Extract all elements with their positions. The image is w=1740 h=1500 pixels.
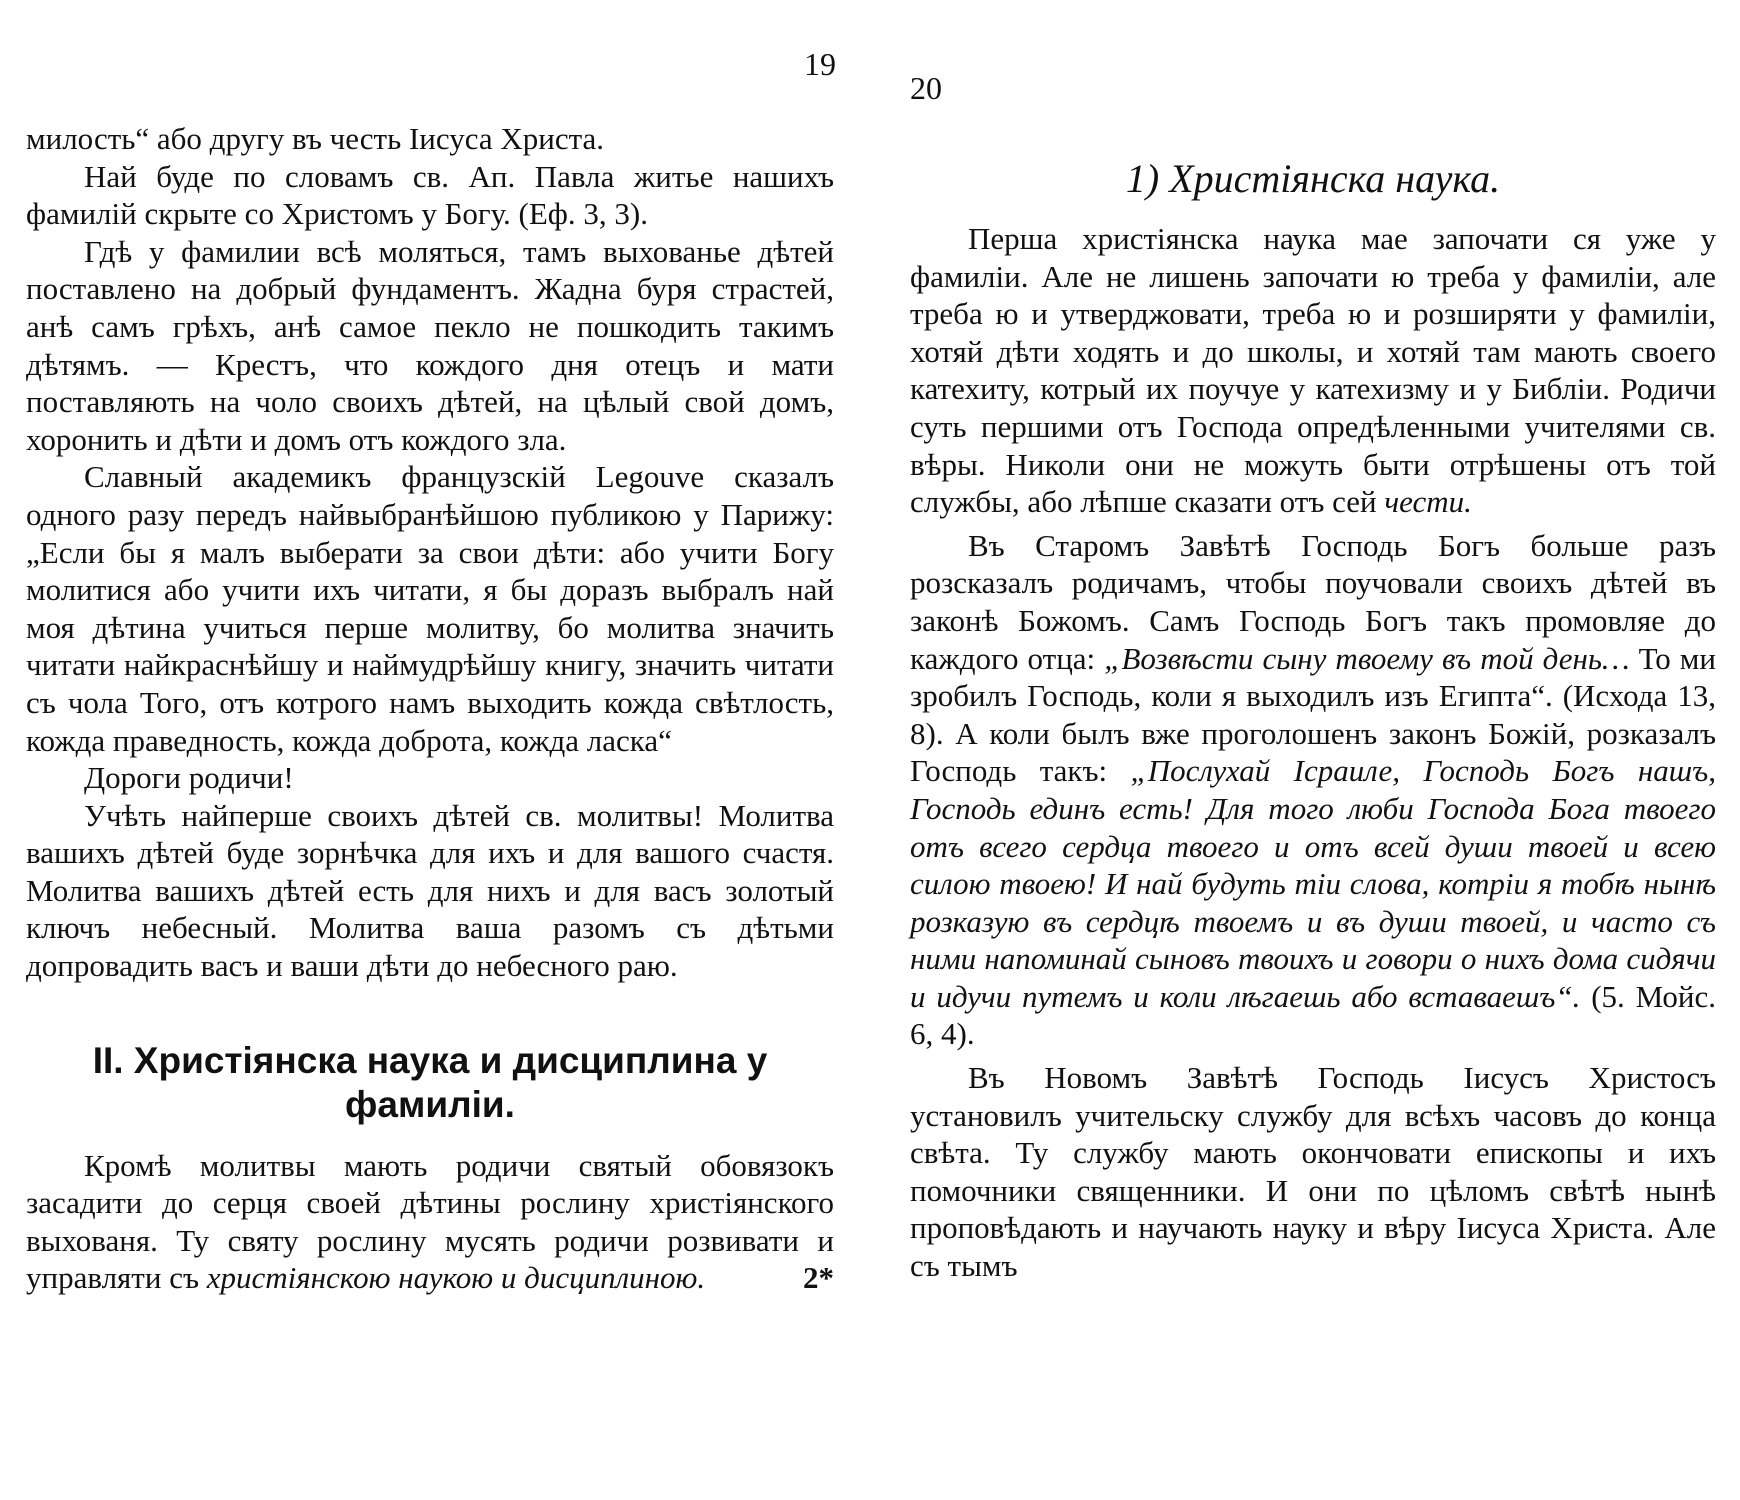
page-number: 19	[804, 46, 836, 82]
paragraph	[910, 220, 1716, 521]
paragraph: Гдѣ у фамилии всѣ моляться, тамъ выхованье дѣтей поставлено на добрый фундаментъ. Жадна буря страстей, анѣ самъ грѣхъ, анѣ самое пекло не пошкодить такимъ дѣтямъ. — Крестъ, что кождого дня отецъ и мати поставляють на чоло своихъ дѣтей, на цѣлый свой домъ, хоронить и дѣти и домъ отъ кождого зла.	[26, 233, 834, 457]
right-page	[910, 0, 1716, 1500]
quotation-text: „Возвѣсти сыну твоему въ той день…	[1104, 640, 1630, 676]
paragraph: Дороги родичи!	[84, 760, 294, 796]
paragraph-text: Въ Старомъ Завѣтѣ Господь Богъ больше разъ розсказалъ родичамъ, чтобы поучовали своихъ дѣтей въ законѣ Божомъ. Самъ Господь Богъ такъ промовляе до каждого отца:	[910, 527, 1716, 676]
quotation-text: „Послухай Ісраиле, Господь Богъ нашъ, Господь единъ есть! Для того люби Господа Бога твоего отъ всего сердца твоего и отъ всей души твоей и всею силою твоею! И най будуть тіи слова, котріи я тобѣ нынѣ розказую въ сердцѣ твоемъ и въ души твоей, и часто съ ними напоминай сыновъ твоихъ и говори о нихъ дома сидячи и идучи путемъ и коли лѣгаешь або вставаешъ“.	[910, 753, 1716, 1014]
paragraph-text: То ми зробилъ Господь, коли я выходилъ изъ Египта“. (Исхода 13, 8). А коли былъ вже проголошенъ законъ Божій, розказалъ Господь такъ:	[910, 640, 1716, 789]
paragraph-text: Перша христіянска наука мае започати ся уже у фамиліи. Але не лишень започати ю треба у фамиліи, але треба ю и утверджовати, треба ю и розширяти у фамиліи, хотяй дѣти ходять и до школы, и хотяй там мають своего катехиту, котрый их поучуе у катехизму и у Библіи. Родичи суть першими отъ Господа опредѣленными учителями св. вѣры. Николи они не можуть быти отрѣшены отъ той службы, або лѣпше сказати отъ сей	[910, 221, 1716, 520]
paragraph	[26, 1147, 834, 1297]
emphasis-text: чести.	[1384, 484, 1472, 520]
paragraph-text: Кромѣ молитвы мають родичи святый обовязокъ засадити до серця своей дѣтины рослину христіянского выхованя. Ту святу рослину мусять родичи розвивати и управляти съ	[26, 1147, 834, 1296]
right-page-body	[910, 220, 1716, 1285]
left-page-body	[26, 120, 834, 1297]
page-number: 20	[910, 70, 942, 106]
paragraph: Най буде по словамъ св. Ап. Павла житье нашихъ фамилій скрыте со Христомъ у Богу. (Еф. 3, 3).	[26, 158, 834, 232]
paragraph: Славный академикъ французскій Legouve сказалъ одного разу передъ найвыбранѣйшою публикою у Парижу: „Если бы я малъ выберати за свои дѣти: або учити Богу молитися або учити ихъ читати, я бы доразъ выбралъ най моя дѣтина учиться перше молитву, бо молитва значить читати найкраснѣйшу и наймудрѣйшу книгу, значить читати съ чола Того, отъ котрого намъ выходить кожда свѣтлость, кожда праведность, кожда доброта, кожда ласка“	[26, 459, 834, 758]
section-heading: II. Христіянска наука и дисциплина у фамиліи.	[92, 1039, 768, 1125]
left-page	[26, 0, 834, 1500]
subsection-heading: 1) Христіянска наука.	[1125, 156, 1501, 201]
citation-text: (5. Мойс. 6, 4).	[910, 978, 1716, 1052]
paragraph: Въ Новомъ Завѣтѣ Господь Іисусъ Христосъ установилъ учительску службу для всѣхъ часовъ до конца свѣта. Ту службу мають окончовати епископы и ихъ помочники священники. И они по цѣломъ свѣтѣ нынѣ проповѣдають и научають науку и вѣру Іисуса Христа. Але съ тымъ	[910, 1060, 1716, 1284]
paragraph: милость“ або другу въ честь Іисуса Христа.	[26, 121, 605, 156]
paragraph	[910, 527, 1716, 1053]
signature-mark: 2*	[803, 1260, 834, 1296]
paragraph: Учѣть найперше своихъ дѣтей св. молитвы! Молитва вашихъ дѣтей буде зорнѣчка для ихъ и для вашого счастя. Молитва вашихъ дѣтей есть для нихъ и для васъ золотый ключъ небесный. Молитва ваша разомъ съ дѣтьми допровадить васъ и ваши дѣти до небесного раю.	[26, 797, 834, 984]
emphasis-text: христіянскою наукою и дисциплиною.	[206, 1260, 706, 1296]
